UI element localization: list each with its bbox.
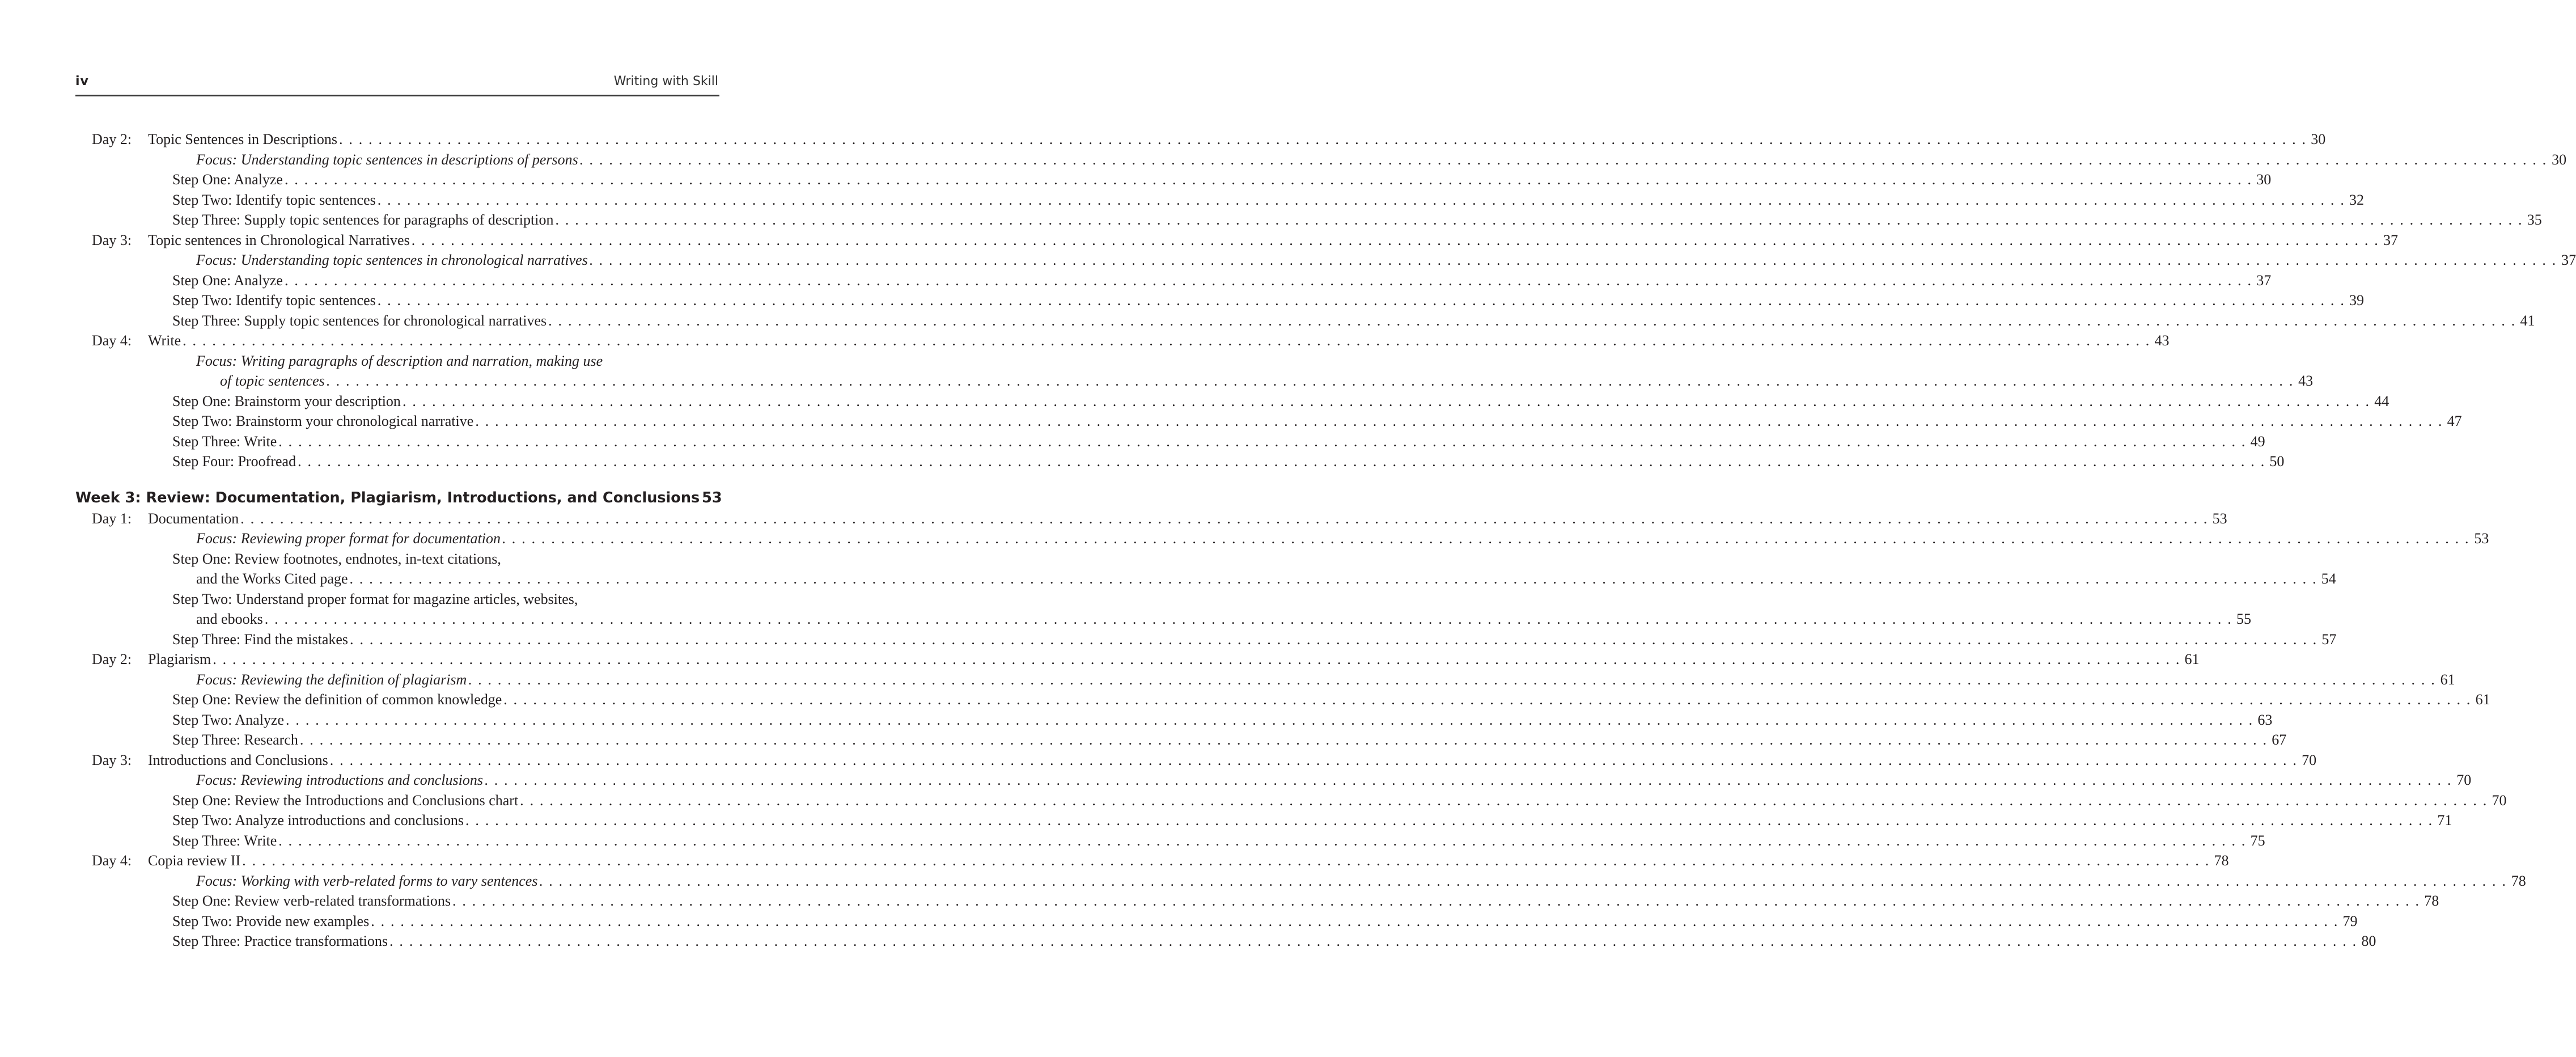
dot-leader: . . . . . . . . . . . . . . . . . . . . . . . . . . . . . . . . . . . . . . . . . . . . . . . . . . . . . . . . . . . . . . . . . . . . . . . . . . . . . . . . . . . . . . . . . . . . . . . . . . . . . . . . . . . . . . . . . . . . . . . . . . . . . . . . . . . . . . . . . . . . . . . . . . . . . . . . . . . . . . . . . . . . . . . . . . . . . . . . . . . . . . . . . . . . . . . . . . . . . . . .: [349, 570, 2317, 587]
toc-day-entry[interactable]: [75, 230, 2399, 251]
entry-title: Introductions and Conclusions: [148, 751, 328, 768]
dot-leader: . . . . . . . . . . . . . . . . . . . . . . . . . . . . . . . . . . . . . . . . . . . . . . . . . . . . . . . . . . . . . . . . . . . . . . . . . . . . . . . . . . . . . . . . . . . . . . . . . . . . . . . . . . . . . . . . . . . . . . . . . . . . . . . . . . . . . . . . . . . . . . . . . . . . . . . . . . . . . . . . . . . . . . . . . . . . . . . . . . . . . . . . . . . . . . . . . . . . . . . .: [298, 453, 2266, 470]
entry-label: Focus: Understanding topic sentences in chronological narratives: [196, 252, 588, 268]
toc-step-entry[interactable]: [75, 790, 2507, 811]
page-number: 30: [2311, 131, 2326, 147]
page-number: 53: [2212, 510, 2227, 527]
entry-label: Step Two: Identify topic sentences: [172, 191, 376, 208]
day-label: Day 4:: [92, 332, 132, 349]
dot-leader: . . . . . . . . . . . . . . . . . . . . . . . . . . . . . . . . . . . . . . . . . . . . . . . . . . . . . . . . . . . . . . . . . . . . . . . . . . . . . . . . . . . . . . . . . . . . . . . . . . . . . . . . . . . . . . . . . . . . . . . . . . . . . . . . . . . . . . . . . . . . . . . . . . . . . . . . . . . . . . . . . . . . . . . . . . . . . . . . . . . . . . . . . . . . . . . . . . . . . . . .: [183, 332, 2151, 349]
entry-label: Focus: Working with verb-related forms to vary sentences: [196, 872, 538, 889]
page-number: 54: [2321, 570, 2336, 587]
dot-leader: . . . . . . . . . . . . . . . . . . . . . . . . . . . . . . . . . . . . . . . . . . . . . . . . . . . . . . . . . . . . . . . . . . . . . . . . . . . . . . . . . . . . . . . . . . . . . . . . . . . . . . . . . . . . . . . . . . . . . . . . . . . . . . . . . . . . . . . . . . . . . . . . . . . . . . . . . . . . . . . . . . . . . . . . . . . . . . . . . . . . . . . . . . . . . . . . . . . . . . . .: [468, 671, 2437, 688]
dot-leader: . . . . . . . . . . . . . . . . . . . . . . . . . . . . . . . . . . . . . . . . . . . . . . . . . . . . . . . . . . . . . . . . . . . . . . . . . . . . . . . . . . . . . . . . . . . . . . . . . . . . . . . . . . . . . . . . . . . . . . . . . . . . . . . . . . . . . . . . . . . . . . . . . . . . . . . . . . . . . . . . . . . . . . . . . . . . . . . . . . . . . . . . . . . . . . . . . . . . . . . .: [502, 530, 2471, 547]
entry-title: Plagiarism: [148, 651, 211, 667]
page-number: 61: [2440, 671, 2455, 688]
entry-label: Step One: Review footnotes, endnotes, in-text citations,: [172, 550, 501, 567]
entry-label: Step Two: Provide new examples: [172, 912, 370, 929]
entry-label: Step Three: Write: [172, 433, 277, 450]
toc-step-entry[interactable]: [75, 270, 2272, 291]
dot-leader: . . . . . . . . . . . . . . . . . . . . . . . . . . . . . . . . . . . . . . . . . . . . . . . . . . . . . . . . . . . . . . . . . . . . . . . . . . . . . . . . . . . . . . . . . . . . . . . . . . . . . . . . . . . . . . . . . . . . . . . . . . . . . . . . . . . . . . . . . . . . . . . . . . . . . . . . . . . . . . . . . . . . . . . . . . . . . . . . . . . . . . . . . . . . . . . . . . . . . . . .: [242, 852, 2210, 869]
day-label: Day 3:: [92, 751, 132, 768]
entry-label: Step Three: Supply topic sentences for chronological narratives: [172, 312, 547, 329]
day-label: Day 2:: [92, 651, 132, 667]
dot-leader: . . . . . . . . . . . . . . . . . . . . . . . . . . . . . . . . . . . . . . . . . . . . . . . . . . . . . . . . . . . . . . . . . . . . . . . . . . . . . . . . . . . . . . . . . . . . . . . . . . . . . . . . . . . . . . . . . . . . . . . . . . . . . . . . . . . . . . . . . . . . . . . . . . . . . . . . . . . . . . . . . . . . . . . . . . . . . . . . . . . . . . . . . . . . . . . . . . . . . . . .: [278, 832, 2247, 849]
entry-label: Step One: Review the definition of common knowledge: [172, 691, 502, 708]
entry-label: Focus: Reviewing introductions and conclusions: [196, 772, 483, 788]
page-number: 50: [2269, 453, 2285, 470]
toc-step-entry[interactable]: [75, 690, 2490, 710]
toc-step-entry[interactable]: [75, 730, 2287, 750]
entry-label: Step Two: Analyze introductions and conclusions: [172, 812, 464, 828]
dot-leader: . . . . . . . . . . . . . . . . . . . . . . . . . . . . . . . . . . . . . . . . . . . . . . . . . . . . . . . . . . . . . . . . . . . . . . . . . . . . . . . . . . . . . . . . . . . . . . . . . . . . . . . . . . . . . . . . . . . . . . . . . . . . . . . . . . . . . . . . . . . . . . . . . . . . . . . . . . . . . . . . . . . . . . . . . . . . . . . . . . . . . . . . . . . . . . . . . . . . . . . .: [377, 191, 2346, 208]
entry-label: Step Two: Analyze: [172, 711, 285, 728]
entry-label: Step One: Review the Introductions and Conclusions chart: [172, 792, 519, 809]
entry-label: [92, 649, 211, 670]
book-title: Writing with Skill: [613, 74, 718, 88]
dot-leader: . . . . . . . . . . . . . . . . . . . . . . . . . . . . . . . . . . . . . . . . . . . . . . . . . . . . . . . . . . . . . . . . . . . . . . . . . . . . . . . . . . . . . . . . . . . . . . . . . . . . . . . . . . . . . . . . . . . . . . . . . . . . . . . . . . . . . . . . . . . . . . . . . . . . . . . . . . . . . . . . . . . . . . . . . . . . . . . . . . . . . . . . . . . . . . . . . . . . . . . .: [240, 510, 2209, 527]
dot-leader: . . . . . . . . . . . . . . . . . . . . . . . . . . . . . . . . . . . . . . . . . . . . . . . . . . . . . . . . . . . . . . . . . . . . . . . . . . . . . . . . . . . . . . . . . . . . . . . . . . . . . . . . . . . . . . . . . . . . . . . . . . . . . . . . . . . . . . . . . . . . . . . . . . . . . . . . . . . . . . . . . . . . . . . . . . . . . . . . . . . . . . . . . . . . . . . . . . . . . . . .: [579, 151, 2548, 168]
dot-leader: . . . . . . . . . . . . . . . . . . . . . . . . . . . . . . . . . . . . . . . . . . . . . . . . . . . . . . . . . . . . . . . . . . . . . . . . . . . . . . . . . . . . . . . . . . . . . . . . . . . . . . . . . . . . . . . . . . . . . . . . . . . . . . . . . . . . . . . . . . . . . . . . . . . . . . . . . . . . . . . . . . . . . . . . . . . . . . . . . . . . . . . . . . . . . . . . . . . . . . . .: [503, 691, 2472, 708]
entry-label: Focus: Understanding topic sentences in descriptions of persons: [196, 151, 578, 168]
toc-step-entry[interactable]: [75, 810, 2452, 831]
entry-label: Step Three: Research: [172, 732, 298, 748]
entry-label: [92, 509, 239, 529]
day-label: Day 4:: [92, 852, 132, 869]
entry-label: Step One: Analyze: [172, 171, 283, 188]
toc-step-entry[interactable]: [75, 290, 2365, 311]
entry-title: Write: [148, 332, 181, 349]
page-number: 43: [2154, 332, 2170, 349]
toc-focus-entry[interactable]: [75, 770, 2472, 790]
toc-step-entry[interactable]: [75, 311, 2535, 331]
toc-step-entry[interactable]: [75, 411, 2462, 432]
page-number: 37: [2561, 252, 2576, 268]
toc-day-entry[interactable]: [75, 509, 2227, 529]
toc-step-entry-line[interactable]: [75, 549, 719, 569]
page-number: 30: [2552, 151, 2567, 168]
page-number: 57: [2321, 631, 2337, 648]
toc-day-entry[interactable]: [75, 851, 2229, 871]
entry-label: Step One: Review verb-related transformations: [172, 893, 451, 909]
toc-day-entry[interactable]: [75, 750, 2317, 771]
page-number: 41: [2520, 312, 2535, 329]
dot-leader: . . . . . . . . . . . . . . . . . . . . . . . . . . . . . . . . . . . . . . . . . . . . . . . . . . . . . . . . . . . . . . . . . . . . . . . . . . . . . . . . . . . . . . . . . . . . . . . . . . . . . . . . . . . . . . . . . . . . . . . . . . . . . . . . . . . . . . . . . . . . . . . . . . . . . . . . . . . . . . . . . . . . . . . . . . . . . . . . . . . . . . . . . . . . . . . . . . . . . . . .: [465, 812, 2434, 828]
page-number: 32: [2349, 191, 2365, 208]
dot-leader: . . . . . . . . . . . . . . . . . . . . . . . . . . . . . . . . . . . . . . . . . . . . . . . . . . . . . . . . . . . . . . . . . . . . . . . . . . . . . . . . . . . . . . . . . . . . . . . . . . . . . . . . . . . . . . . . . . . . . . . . . . . . . . . . . . . . . . . . . . . . . . . . . . . . . . . . . . . . . . . . . . . . . . . . . . . . . . . . . . . . . . . . . . . . . . . . . . . . . . . .: [402, 392, 2371, 409]
dot-leader: . . . . . . . . . . . . . . . . . . . . . . . . . . . . . . . . . . . . . . . . . . . . . . . . . . . . . . . . . . . . . . . . . . . . . . . . . . . . . . . . . . . . . . . . . . . . . . . . . . . . . . . . . . . . . . . . . . . . . . . . . . . . . . . . . . . . . . . . . . . . . . . . . . . . . . . . . . . . . . . . . . . . . . . . . . . . . . . . . . . . . . . . . . . . . . . . . . . . . . . .: [299, 732, 2268, 748]
page-number: 70: [2492, 792, 2507, 809]
page-number: 67: [2272, 732, 2287, 748]
dot-leader: . . . . . . . . . . . . . . . . . . . . . . . . . . . . . . . . . . . . . . . . . . . . . . . . . . . . . . . . . . . . . . . . . . . . . . . . . . . . . . . . . . . . . . . . . . . . . . . . . . . . . . . . . . . . . . . . . . . . . . . . . . . . . . . . . . . . . . . . . . . . . . . . . . . . . . . . . . . . . . . . . . . . . . . . . . . . . . . . . . . . . . . . . . . . . . . . . . . . . . . .: [278, 433, 2247, 450]
table-of-contents: [75, 129, 2576, 952]
entry-label: Step Three: Write: [172, 832, 277, 849]
dot-leader: . . . . . . . . . . . . . . . . . . . . . . . . . . . . . . . . . . . . . . . . . . . . . . . . . . . . . . . . . . . . . . . . . . . . . . . . . . . . . . . . . . . . . . . . . . . . . . . . . . . . . . . . . . . . . . . . . . . . . . . . . . . . . . . . . . . . . . . . . . . . . . . . . . . . . . . . . . . . . . . . . . . . . . . . . . . . . . . . . . . . . . . . . . . . . . . . . . . . . . . .: [284, 171, 2253, 188]
dot-leader: . . . . . . . . . . . . . . . . . . . . . . . . . . . . . . . . . . . . . . . . . . . . . . . . . . . . . . . . . . . . . . . . . . . . . . . . . . . . . . . . . . . . . . . . . . . . . . . . . . . . . . . . . . . . . . . . . . . . . . . . . . . . . . . . . . . . . . . . . . . . . . . . . . . . . . . . . . . . . . . . . . . . . . . . . . . . . . . . . . . . . . . . . . . . . . . . . . . . . . . .: [452, 893, 2421, 909]
toc-focus-entry[interactable]: [75, 250, 2576, 270]
page-number: 53: [2474, 530, 2489, 547]
page-number: 75: [2250, 832, 2265, 849]
entry-label: Focus: Writing paragraphs of description and narration, making use: [196, 352, 603, 369]
page-number: 37: [2383, 231, 2399, 248]
entry-label: Step Four: Proofread: [172, 453, 296, 470]
toc-step-entry[interactable]: [75, 891, 2439, 911]
dot-leader: . . . . . . . . . . . . . . . . . . . . . . . . . . . . . . . . . . . . . . . . . . . . . . . . . . . . . . . . . . . . . . . . . . . . . . . . . . . . . . . . . . . . . . . . . . . . . . . . . . . . . . . . . . . . . . . . . . . . . . . . . . . . . . . . . . . . . . . . . . . . . . . . . . . . . . . . . . . . . . . . . . . . . . . . . . . . . . . . . . . . . . . . . . . . . . . . . . . . . . . .: [286, 711, 2254, 728]
toc-focus-entry[interactable]: [75, 670, 2455, 690]
page-number: 79: [2342, 912, 2358, 929]
page-folio: iv: [75, 74, 89, 88]
entry-label: Step One: Brainstorm your description: [172, 392, 401, 409]
dot-leader: . . . . . . . . . . . . . . . . . . . . . . . . . . . . . . . . . . . . . . . . . . . . . . . . . . . . . . . . . . . . . . . . . . . . . . . . . . . . . . . . . . . . . . . . . . . . . . . . . . . . . . . . . . . . . . . . . . . . . . . . . . . . . . . . . . . . . . . . . . . . . . . . . . . . . . . . . . . . . . . . . . . . . . . . . . . . . . . . . . . . . . . . . . . . . . . . . . . . . . . .: [326, 373, 2295, 389]
entry-title: Copia review II: [148, 852, 241, 869]
entry-label: Step Three: Supply topic sentences for paragraphs of description: [172, 212, 554, 228]
dot-leader: . . . . . . . . . . . . . . . . . . . . . . . . . . . . . . . . . . . . . . . . . . . . . . . . . . . . . . . . . . . . . . . . . . . . . . . . . . . . . . . . . . . . . . . . . . . . . . . . . . . . . . . . . . . . . . . . . . . . . . . . . . . . . . . . . . . . . . . . . . . . . . . . . . . . . . . . . . . . . . . . . . . . . . . . . . . . . . . . . . . . . . . . . . . . . . . . . . . . . . . .: [555, 212, 2523, 228]
page-number: 39: [2349, 292, 2365, 308]
dot-leader: . . . . . . . . . . . . . . . . . . . . . . . . . . . . . . . . . . . . . . . . . . . . . . . . . . . . . . . . . . . . . . . . . . . . . . . . . . . . . . . . . . . . . . . . . . . . . . . . . . . . . . . . . . . . . . . . . . . . . . . . . . . . . . . . . . . . . . . . . . . . . . . . . . . . . . . . . . . . . . . . . . . . . . . . . . . . . . . . . . . . . . . . . . . . . . . . . . . . . . . .: [329, 751, 2298, 768]
page-number: 55: [2236, 611, 2252, 627]
dot-leader: . . . . . . . . . . . . . . . . . . . . . . . . . . . . . . . . . . . . . . . . . . . . . . . . . . . . . . . . . . . . . . . . . . . . . . . . . . . . . . . . . . . . . . . . . . . . . . . . . . . . . . . . . . . . . . . . . . . . . . . . . . . . . . . . . . . . . . . . . . . . . . . . . . . . . . . . . . . . . . . . . . . . . . . . . . . . . . . . . . . . . . . . . . . . . . . . . . . . . . . .: [377, 292, 2346, 308]
entry-label: [92, 129, 337, 150]
dot-leader: . . . . . . . . . . . . . . . . . . . . . . . . . . . . . . . . . . . . . . . . . . . . . . . . . . . . . . . . . . . . . . . . . . . . . . . . . . . . . . . . . . . . . . . . . . . . . . . . . . . . . . . . . . . . . . . . . . . . . . . . . . . . . . . . . . . . . . . . . . . . . . . . . . . . . . . . . . . . . . . . . . . . . . . . . . . . . . . . . . . . . . . . . . . . . . . . . . . . . . . .: [371, 912, 2339, 929]
toc-focus-entry[interactable]: [75, 150, 2567, 170]
toc-step-entry-line[interactable]: [75, 589, 719, 610]
page-number: 35: [2527, 212, 2542, 228]
dot-leader: . . . . . . . . . . . . . . . . . . . . . . . . . . . . . . . . . . . . . . . . . . . . . . . . . . . . . . . . . . . . . . . . . . . . . . . . . . . . . . . . . . . . . . . . . . . . . . . . . . . . . . . . . . . . . . . . . . . . . . . . . . . . . . . . . . . . . . . . . . . . . . . . . . . . . . . . . . . . . . . . . . . . . . . . . . . . . . . . . . . . . . . . . . . . . . . . . . . . . . . .: [264, 611, 2233, 627]
day-label: Day 2:: [92, 131, 132, 147]
page-number: 44: [2374, 392, 2389, 409]
dot-leader: . . . . . . . . . . . . . . . . . . . . . . . . . . . . . . . . . . . . . . . . . . . . . . . . . . . . . . . . . . . . . . . . . . . . . . . . . . . . . . . . . . . . . . . . . . . . . . . . . . . . . . . . . . . . . . . . . . . . . . . . . . . . . . . . . . . . . . . . . . . . . . . . . . . . . . . . . . . . . . . . . . . . . . . . . . . . . . . . . . . . . . . . . . . . . . . . . . . . . . . .: [548, 312, 2516, 329]
dot-leader: . . . . . . . . . . . . . . . . . . . . . . . . . . . . . . . . . . . . . . . . . . . . . . . . . . . . . . . . . . . . . . . . . . . . . . . . . . . . . . . . . . . . . . . . . . . . . . . . . . . . . . . . . . . . . . . . . . . . . . . . . . . . . . . . . . . . . . . . . . . . . . . . . . . . . . . . . . . . . . . . . . . . . . . . . . . . . . . . . . . . . . . . . . . . . . . . . . . . . . . .: [520, 792, 2488, 809]
dot-leader: . . . . . . . . . . . . . . . . . . . . . . . . . . . . . . . . . . . . . . . . . . . . . . . . . . . . . . . . . . . . . . . . . . . . . . . . . . . . . . . . . . . . . . . . . . . . . . . . . . . . . . . . . . . . . . . . . . . . . . . . . . . . . . . . . . . . . . . . . . . . . . . . . . . . . . . . . . . . . . . . . . . . . . . . . . . . . . . . . . . . . . . . . . . . . . . . . . . . . . . .: [213, 651, 2181, 667]
page-number: 61: [2475, 691, 2490, 708]
toc-day-entry[interactable]: [75, 331, 2170, 351]
toc-step-entry[interactable]: [75, 710, 2273, 730]
entry-label: Step Three: Practice transformations: [172, 933, 388, 949]
week-page-number: 53: [702, 489, 722, 506]
page-number: 61: [2184, 651, 2200, 667]
page-number: 37: [2256, 272, 2272, 289]
toc-step-entry[interactable]: [75, 391, 2389, 412]
entry-label: and the Works Cited page: [196, 570, 348, 587]
day-label: Day 3:: [92, 231, 132, 248]
entry-label: and ebooks: [196, 611, 263, 627]
page-number: 78: [2214, 852, 2229, 869]
toc-step-entry[interactable]: [75, 190, 2365, 210]
toc-step-entry[interactable]: [75, 629, 2337, 650]
toc-step-entry[interactable]: [75, 911, 2358, 932]
toc-step-entry-continuation[interactable]: [75, 609, 2252, 629]
page-number: 78: [2511, 872, 2526, 889]
page-number: 63: [2257, 711, 2273, 728]
dot-leader: . . . . . . . . . . . . . . . . . . . . . . . . . . . . . . . . . . . . . . . . . . . . . . . . . . . . . . . . . . . . . . . . . . . . . . . . . . . . . . . . . . . . . . . . . . . . . . . . . . . . . . . . . . . . . . . . . . . . . . . . . . . . . . . . . . . . . . . . . . . . . . . . . . . . . . . . . . . . . . . . . . . . . . . . . . . . . . . . . . . . . . . . . . . . . . . . . . . . . . . .: [411, 231, 2380, 248]
entry-label: Step Two: Brainstorm your chronological narrative: [172, 413, 474, 429]
page-number: 70: [2302, 751, 2317, 768]
entry-title: Topic sentences in Chronological Narratives: [148, 231, 410, 248]
dot-leader: . . . . . . . . . . . . . . . . . . . . . . . . . . . . . . . . . . . . . . . . . . . . . . . . . . . . . . . . . . . . . . . . . . . . . . . . . . . . . . . . . . . . . . . . . . . . . . . . . . . . . . . . . . . . . . . . . . . . . . . . . . . . . . . . . . . . . . . . . . . . . . . . . . . . . . . . . . . . . . . . . . . . . . . . . . . . . . . . . . . . . . . . . . . . . . . . . . . . . . . .: [284, 272, 2253, 289]
entry-label: Step Two: Understand proper format for magazine articles, websites,: [172, 590, 578, 607]
entry-label: Focus: Reviewing the definition of plagiarism: [196, 671, 467, 688]
entry-label: [92, 230, 410, 251]
entry-label: Step Three: Find the mistakes: [172, 631, 349, 648]
entry-label: [92, 331, 181, 351]
page-number: 47: [2447, 413, 2462, 429]
toc-section-week3: [75, 509, 2526, 952]
page-number: 78: [2424, 893, 2439, 909]
toc-step-entry[interactable]: [75, 432, 2265, 452]
page-number: 70: [2456, 772, 2472, 788]
toc-step-entry[interactable]: [75, 831, 2265, 851]
entry-label: Step Two: Identify topic sentences: [172, 292, 376, 308]
day-label: Day 1:: [92, 510, 132, 527]
page-number: 43: [2298, 373, 2314, 389]
page-number: 49: [2250, 433, 2265, 450]
dot-leader: . . . . . . . . . . . . . . . . . . . . . . . . . . . . . . . . . . . . . . . . . . . . . . . . . . . . . . . . . . . . . . . . . . . . . . . . . . . . . . . . . . . . . . . . . . . . . . . . . . . . . . . . . . . . . . . . . . . . . . . . . . . . . . . . . . . . . . . . . . . . . . . . . . . . . . . . . . . . . . . . . . . . . . . . . . . . . . . . . . . . . . . . . . . . . . . . . . . . . . . .: [475, 413, 2443, 429]
toc-focus-entry-continuation[interactable]: [75, 371, 2314, 391]
toc-focus-entry[interactable]: [75, 528, 2489, 549]
entry-label: of topic sentences: [220, 373, 325, 389]
entry-title: Documentation: [148, 510, 239, 527]
toc-step-entry[interactable]: [75, 451, 2285, 472]
toc-focus-entry-line[interactable]: [75, 351, 719, 371]
dot-leader: . . . . . . . . . . . . . . . . . . . . . . . . . . . . . . . . . . . . . . . . . . . . . . . . . . . . . . . . . . . . . . . . . . . . . . . . . . . . . . . . . . . . . . . . . . . . . . . . . . . . . . . . . . . . . . . . . . . . . . . . . . . . . . . . . . . . . . . . . . . . . . . . . . . . . . . . . . . . . . . . . . . . . . . . . . . . . . . . . . . . . . . . . . . . . . . . . . . . . . . .: [389, 933, 2358, 949]
page-number: 71: [2437, 812, 2452, 828]
entry-label: Focus: Reviewing proper format for documentation: [196, 530, 501, 547]
toc-day-entry[interactable]: [75, 129, 2326, 150]
page-number: 30: [2256, 171, 2272, 188]
dot-leader: . . . . . . . . . . . . . . . . . . . . . . . . . . . . . . . . . . . . . . . . . . . . . . . . . . . . . . . . . . . . . . . . . . . . . . . . . . . . . . . . . . . . . . . . . . . . . . . . . . . . . . . . . . . . . . . . . . . . . . . . . . . . . . . . . . . . . . . . . . . . . . . . . . . . . . . . . . . . . . . . . . . . . . . . . . . . . . . . . . . . . . . . . . . . . . . . . . . . . . . .: [484, 772, 2453, 788]
toc-section-week2-continued: [75, 129, 2576, 472]
entry-label: Step One: Analyze: [172, 272, 283, 289]
entry-label: [92, 851, 240, 871]
toc-step-entry-continuation[interactable]: [75, 569, 2336, 589]
dot-leader: . . . . . . . . . . . . . . . . . . . . . . . . . . . . . . . . . . . . . . . . . . . . . . . . . . . . . . . . . . . . . . . . . . . . . . . . . . . . . . . . . . . . . . . . . . . . . . . . . . . . . . . . . . . . . . . . . . . . . . . . . . . . . . . . . . . . . . . . . . . . . . . . . . . . . . . . . . . . . . . . . . . . . . . . . . . . . . . . . . . . . . . . . . . . . . . . . . . . . . . .: [350, 631, 2318, 648]
entry-label: [92, 750, 328, 771]
week-title: Week 3: Review: Documentation, Plagiarism, Introductions, and Conclusions: [75, 489, 700, 506]
entry-title: Topic Sentences in Descriptions: [148, 131, 337, 147]
running-head: [75, 72, 719, 96]
toc-step-entry[interactable]: [75, 931, 2376, 952]
toc-focus-entry[interactable]: [75, 871, 2526, 891]
dot-leader: . . . . . . . . . . . . . . . . . . . . . . . . . . . . . . . . . . . . . . . . . . . . . . . . . . . . . . . . . . . . . . . . . . . . . . . . . . . . . . . . . . . . . . . . . . . . . . . . . . . . . . . . . . . . . . . . . . . . . . . . . . . . . . . . . . . . . . . . . . . . . . . . . . . . . . . . . . . . . . . . . . . . . . . . . . . . . . . . . . . . . . . . . . . . . . . . . . . . . . . .: [338, 131, 2307, 147]
toc-week-heading[interactable]: [75, 487, 722, 509]
dot-leader: . . . . . . . . . . . . . . . . . . . . . . . . . . . . . . . . . . . . . . . . . . . . . . . . . . . . . . . . . . . . . . . . . . . . . . . . . . . . . . . . . . . . . . . . . . . . . . . . . . . . . . . . . . . . . . . . . . . . . . . . . . . . . . . . . . . . . . . . . . . . . . . . . . . . . . . . . . . . . . . . . . . . . . . . . . . . . . . . . . . . . . . . . . . . . . . . . . . . . . . .: [539, 872, 2507, 889]
page-number: 80: [2361, 933, 2376, 949]
toc-step-entry[interactable]: [75, 210, 2542, 230]
toc-step-entry[interactable]: [75, 170, 2272, 190]
toc-day-entry[interactable]: [75, 649, 2200, 670]
dot-leader: . . . . . . . . . . . . . . . . . . . . . . . . . . . . . . . . . . . . . . . . . . . . . . . . . . . . . . . . . . . . . . . . . . . . . . . . . . . . . . . . . . . . . . . . . . . . . . . . . . . . . . . . . . . . . . . . . . . . . . . . . . . . . . . . . . . . . . . . . . . . . . . . . . . . . . . . . . . . . . . . . . . . . . . . . . . . . . . . . . . . . . . . . . . . . . . . . . . . . . . .: [589, 252, 2558, 268]
